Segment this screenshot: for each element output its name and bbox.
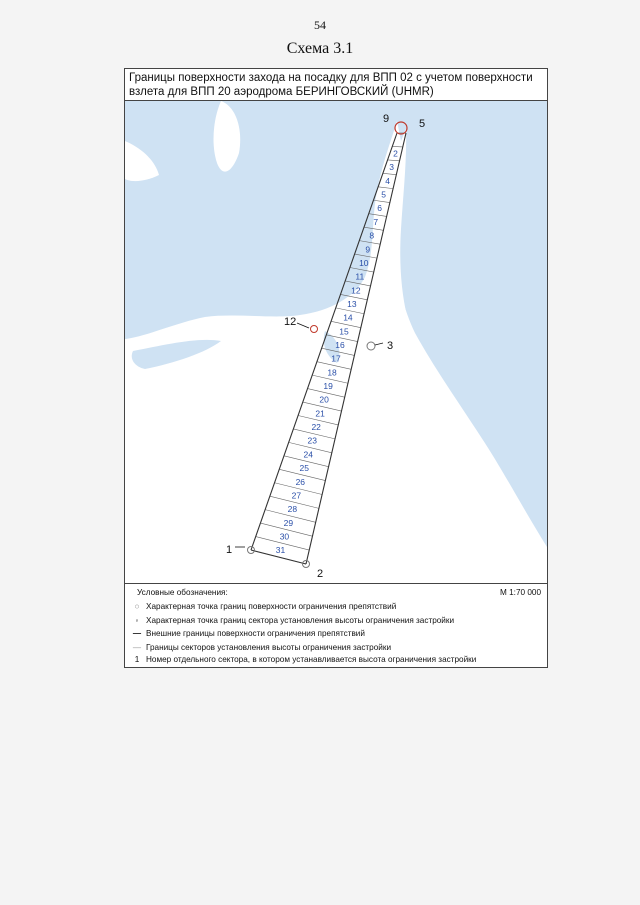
schema-title: Схема 3.1 [286,40,354,57]
sector-label: 6 [377,203,383,214]
sector-label: 13 [347,298,357,309]
sector-label: 25 [299,463,310,474]
thick-line-icon: — [132,629,142,638]
point-label-12: 12 [284,316,297,328]
sector-label: 27 [291,490,302,501]
sector-label: 30 [279,531,290,542]
sector-label: 11 [355,271,365,282]
small-circle-icon: ◦ [135,616,139,625]
legend-item-outer-boundary: — Внешние границы поверхности ограничения препятствий [132,629,365,638]
sector-label: 24 [303,449,313,460]
sector-label: 18 [327,367,337,378]
sector-label: 21 [315,408,325,419]
sector-label: 12 [351,285,361,296]
hollow-circle-icon: ○ [134,602,140,611]
point-label-1: 1 [226,544,233,556]
point-label-2: 2 [317,568,324,580]
legend-item-sector-number: 1 Номер отдельного сектора, в котором устанавливается высота ограничения застройки [131,655,476,664]
sector-label: 23 [307,435,317,446]
legend [125,583,547,667]
sector-label: 15 [339,326,349,337]
map-svg [125,101,547,583]
map-area [125,101,547,583]
sector-label: 7 [373,216,379,227]
page-number: 54 [314,18,326,32]
sector-label: 28 [287,504,298,515]
legend-item-obstacle-point: ○ Характерная точка границ поверхности ограничения препятствий [131,602,396,611]
map-scale: М 1:70 000 [500,588,541,597]
legend-item-sector-point: ◦ Характерная точка границ сектора установления высоты ограничения застройки [131,616,454,625]
sector-number-icon: 1 [134,655,140,664]
sector-label: 26 [295,476,306,487]
sector-label: 10 [359,257,369,268]
sector-label: 19 [323,381,333,392]
map-title: Границы поверхности захода на посадку для ВПП 02 с учетом поверхности взлета для ВПП 20 аэродрома БЕРИНГОВСКИЙ (UHMR) [125,69,547,101]
sector-label: 16 [335,340,345,350]
sector-label: 5 [381,189,387,200]
sector-label: 4 [385,175,390,186]
sector-label: 20 [319,394,329,405]
sector-label: 8 [369,230,375,241]
sector-label: 17 [331,353,341,364]
thin-line-icon: — [132,643,142,652]
sector-label: 3 [389,162,394,173]
sector-label: 14 [343,312,353,323]
sector-label: 2 [393,148,398,159]
sector-label: 9 [365,244,371,255]
legend-header: Условные обозначения: [137,588,228,597]
sector-label: 29 [283,517,294,528]
sector-label: 22 [311,422,321,433]
point-label-3: 3 [387,340,394,352]
legend-item-sector-boundary: — Границы секторов установления высоты ограничения застройки [132,643,392,652]
point-label-9: 9 [383,113,390,125]
map-frame [124,68,548,668]
point-label-5: 5 [419,118,426,130]
sector-label: 31 [275,545,286,556]
